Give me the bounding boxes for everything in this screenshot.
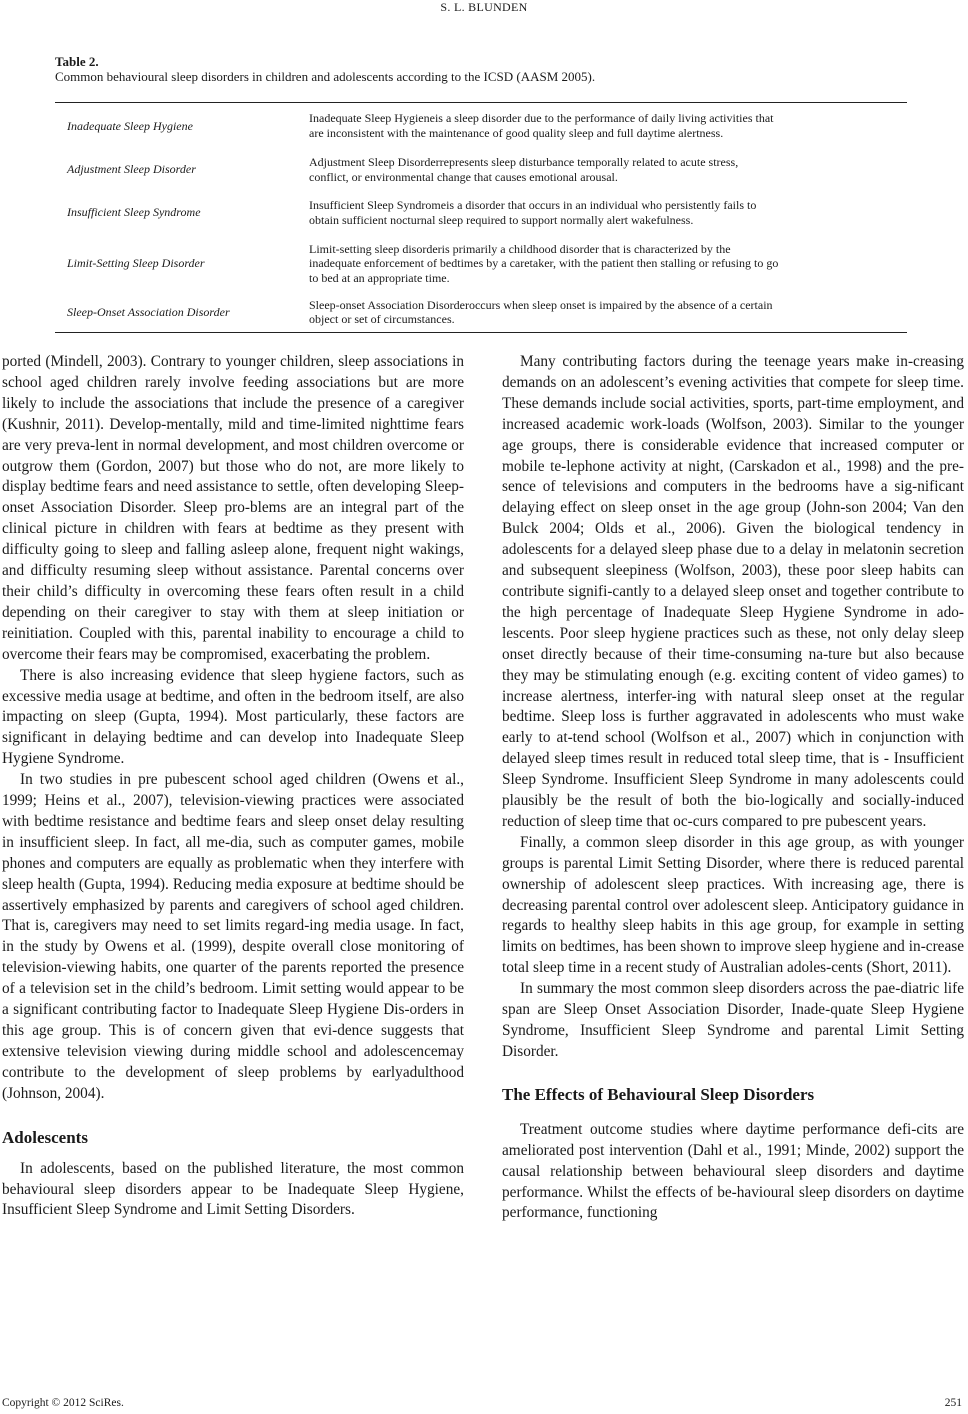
footer-copyright: Copyright © 2012 SciRes. (2, 1397, 124, 1409)
running-head: S. L. BLUNDEN (440, 0, 528, 14)
description-line: Inadequate Sleep Hygieneis a sleep disorder due to the performance of daily living activities that (309, 111, 774, 126)
table-row (55, 103, 907, 149)
description-line: conflict, or environmental change that causes emotional arousal. (309, 169, 618, 184)
description-line: are inconsistent with the maintenance of good quality sleep and full daytime alertness. (309, 125, 724, 140)
disorder-description (308, 235, 907, 293)
body-columns (0, 352, 968, 1362)
body-paragraph: There is also increasing evidence that sleep hygiene factors, such as excessive media usage at bedtime, and often in the bedroom itself, are also impacting on sleep (Gupta, 1994). Most particularly, these factors are significant in delaying bedtime and can develop into Inadequate Sleep Hygiene Syndrome. (2, 666, 464, 768)
disorders-table (55, 102, 907, 333)
description-line: Insufficient Sleep Syndromeis a disorder that occurs in an individual who persistently fails to (309, 198, 757, 212)
description-line: Sleep-onset Association Disorderoccurs when sleep onset is impaired by the absence of a certain (309, 297, 773, 312)
body-paragraph: ported (Mindell, 2003). Contrary to younger children, sleep associations in school aged children rarely involve feeding associations but are more likely to include the associations that include the presence of a caregiver (Kushnir, 2011). Develop-mentally, mild and time-limited nighttime fears are very preva-lent in normal development, and most children overcome or outgrow them (Gordon, 2007) but those who do not, are more likely to display bedtime fears and need assistance to settle, often developing Sleep-onset Association Disorder. Sleep pro-blems are an integral part of the clinical picture in children with fears at bedtime as they present with difficulty going to sleep and falling asleep alone, frequent night wakings, and difficulty resuming sleep without assistance. Parental concerns over their child’s difficulty in overcoming these fears often result in a child depending on their caregiver to stay with them at sleep initiation or reinitiation. Coupled with this, parental inability to encourage a child to overcome their fears may be compromised, exacerbating the problem. (2, 353, 464, 663)
description-line: obtain sufficient nocturnal sleep required to support normally alert wakefulness. (309, 212, 694, 227)
description-line: object or set of circumstances. (309, 312, 455, 327)
table-row (55, 191, 907, 235)
disorder-description (308, 103, 907, 149)
description-line: inadequate enforcement of bedtimes by a caretaker, with the patient then stalling or refusing to go (309, 256, 779, 271)
body-paragraph: In summary the most common sleep disorders across the pae-diatric life span are Sleep Onset Association Disorder, Inade-quate Sleep Hygiene Syndrome, Insufficient Sleep Syndrome and parental Limit Setting Disorder. (502, 980, 964, 1060)
table-row (55, 235, 907, 293)
disorder-description (308, 149, 907, 191)
disorder-name: Inadequate Sleep Hygiene (67, 118, 193, 133)
table-row (55, 293, 907, 333)
right-column (502, 352, 964, 1224)
body-paragraph: Many contributing factors during the teenage years make in-creasing demands on an adolescent’s evening activities that compete for sleep time. These demands include social activities, sports, part-time employment, and increased academic work-loads (Wolfson, 2003). Similar to the younger age groups, there is considerable evidence that increased computer or mobile te-lephone activity at night, (Carskadon et al., 1998) and the pre-sence of televisions and computers in the bedrooms have a sig-nificant delaying effect on sleep onset in the age group (John-son 2004; Van den Bulck 2004; Olds et al., 2006). Given the biological tendency in adolescents for a delayed sleep phase due to a delay in melatonin secretion and subsequent sleepiness (Wolfson, 2003), these poor sleep habits can contribute signifi-cantly to a delayed sleep onset and together contribute to the high percentage of Inadequate Sleep Hygiene Syndrome in ado-lescents. Poor sleep hygiene practices such as these, not only delay sleep onset directly because of their time-consuming na-ture but also because they may be stimulating enough (e.g. exciting content of video games) to increase alertness, interfer-ing with natural sleep onset at the regular bedtime. Sleep loss is further aggravated in adolescents who must wake early to at-tend school (Wolfson et al., 2007) which in conjunction with delayed sleep times result in reduced total sleep time, that is - Insufficient Sleep Syndrome. Insufficient Sleep Syndrome in many adolescents could plausibly be the result of both the bio-logically and socially-induced reduction of sleep time that oc-curs compared to pre pubescent years. (502, 353, 964, 830)
section-heading-effects: The Effects of Behavioural Sleep Disorders (502, 1084, 815, 1104)
footer-page-number: 251 (944, 1397, 962, 1409)
disorder-name: Limit-Setting Sleep Disorder (67, 256, 205, 271)
table-row (55, 149, 907, 191)
table-title: Table 2. (55, 54, 99, 69)
disorder-name: Adjustment Sleep Disorder (67, 162, 196, 177)
body-paragraph: Finally, a common sleep disorder in this age group, as with younger groups is parental Limit Setting Disorder, where there is reduced parental ownership of adolescent sleep practices. With increasing age, there is decreasing parental control over adolescent sleep. Anticipatory guidance in regards to healthy sleep habits in this age group, for example in setting limits on bedtimes, has been shown to improve sleep hygiene and in-crease total sleep time in a recent study of Australian adoles-cents (Short, 2011). (502, 833, 964, 977)
table-caption: Common behavioural sleep disorders in children and adolescents according to the ICSD (AASM 2005). (55, 69, 596, 84)
description-line: to bed at an appropriate time. (309, 270, 450, 285)
body-paragraph: In two studies in pre pubescent school aged children (Owens et al., 1999; Heins et al., 2007), television-viewing practices were associated with bedtime resistance and bedtime fears and sleep onset delay resulting in insufficient sleep. In fact, all me-dia, such as computer games, mobile phones and computers are equally as problematic when they interfere with sleep health (Gupta, 1994). Reducing media exposure at bedtime should be assertively emphasized by parents and caregivers of school aged children. That is, caregivers may need to set limits regard-ing media usage. In fact, in the study by Owens et al. (1999), despite overall close monitoring of television-viewing habits, one quarter of the parents reported the presence of a television set in the child’s bedroom. Limit setting would appear to be a significant contributing factor to Inadequate Sleep Hygiene Dis-orders in this age group. This is of concern given that evi-dence suggests that extensive television viewing during middle school and adolescencemay contribute to the development of sleep problems by earlyadulthood (Johnson, 2004). (2, 771, 464, 1102)
body-paragraph: Treatment outcome studies where daytime performance defi-cits are ameliorated post intervention (Dahl et al., 1991; Minde, 2002) support the causal relationship between behavioural sleep disorders and daytime performance. Whilst the effects of be-havioural sleep disorders on daytime performance, functioning (502, 1120, 964, 1222)
description-line: Adjustment Sleep Disorderrepresents sleep disturbance temporally related to acute stress, (309, 155, 739, 169)
body-paragraph: In adolescents, based on the published literature, the most common behavioural sleep disorders appear to be Inadequate Sleep Hygiene, Insufficient Sleep Syndrome and Limit Setting Disorders. (2, 1159, 464, 1219)
disorder-description (308, 293, 907, 333)
disorder-name: Insufficient Sleep Syndrome (67, 205, 201, 220)
section-heading-adolescents: Adolescents (2, 1127, 88, 1147)
disorder-name: Sleep-Onset Association Disorder (67, 305, 230, 319)
description-line: Limit-setting sleep disorderis primarily a childhood disorder that is characterized by the (309, 241, 731, 256)
disorder-description (308, 191, 907, 235)
left-column (2, 352, 464, 1221)
table-block (55, 54, 907, 333)
